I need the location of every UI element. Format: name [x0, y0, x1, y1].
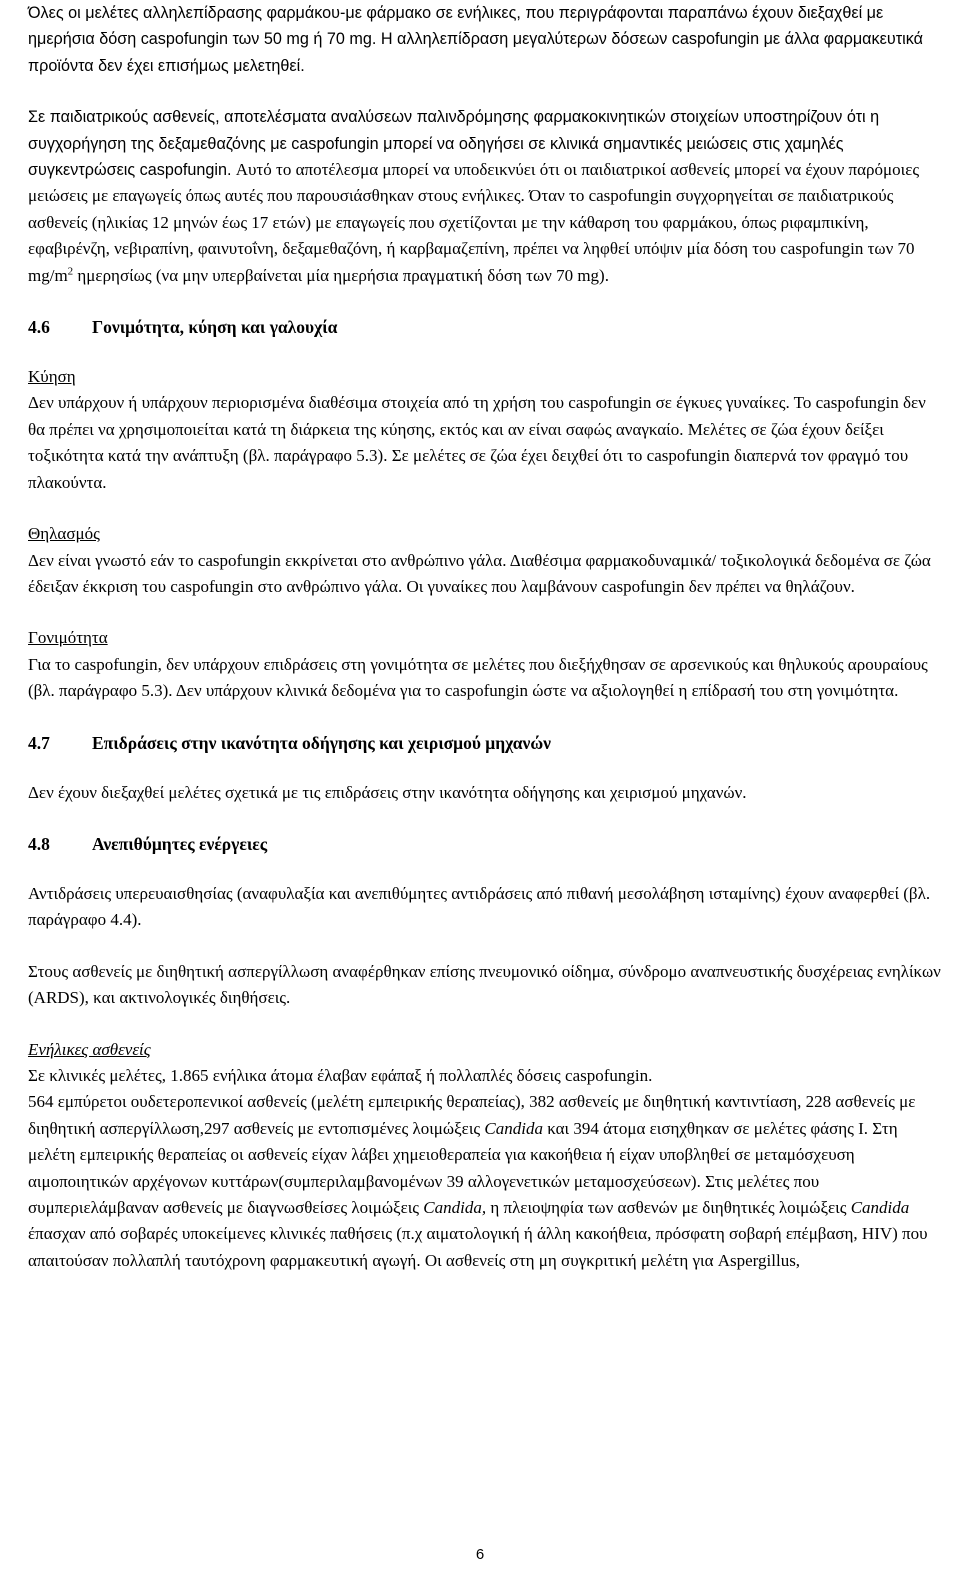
- section-number: 4.6: [28, 317, 50, 338]
- aspergillosis-paragraph: Στους ασθενείς με διηθητική ασπεργίλλωση αναφέρθηκαν επίσης πνευμονικό οίδημα, σύνδρομο αναπνευστικής δυσχέρειας ενηλίκων (ARDS), και ακτινολογικές διηθήσεις.: [28, 961, 941, 1008]
- pregnancy-text: Δεν υπάρχουν ή υπάρχουν περιορισμένα διαθέσιμα στοιχεία από τη χρήση του caspofungin σε έγκυες γυναίκες. Το caspofungin δεν θα πρέπει να χρησιμοποιείται κατά τη διάρκεια της κύησης, εκτός και αν είναι σαφώς αναγκαίο. Μελέτες σε ζώα έχουν δείξει τοξικότητα κατά την ανάπτυξη (βλ. παράγραφο 5.3). Σε μελέτες σε ζώα έχει δειχθεί ότι το caspofungin διαπερνά τον φραγμό του πλακούντα.: [28, 393, 926, 492]
- section-heading-4-6: [28, 314, 946, 340]
- section-number: 4.7: [28, 732, 50, 753]
- adult-text: 564 εμπύρετοι ουδετεροπενικοί ασθενείς (μελέτη εμπειρικής θεραπείας), 382 ασθενείς με διηθητική καντιντίαση, 228 ασθενείς με διηθητική ασπεργίλλωση,297 ασθενείς με εντοπισμένες λοιμώξεις: [28, 1092, 916, 1138]
- section-heading-4-7: [28, 730, 946, 756]
- adult-patients-line: Σε κλινικές μελέτες, 1.865 ενήλικα άτομα έλαβαν εφάπαξ ή πολλαπλές δόσεις caspofungin.: [28, 1065, 653, 1085]
- section-title: Γονιμότητα, κύηση και γαλουχία: [92, 317, 338, 338]
- adult-patients-paragraph: [28, 1089, 946, 1274]
- driving-text: Δεν έχουν διεξαχθεί μελέτες σχετικά με τις επιδράσεις στην ικανότητα οδήγησης και χειρισμού μηχανών.: [28, 782, 747, 802]
- candida-term: Candida: [850, 1198, 910, 1217]
- candida-term: Candida: [484, 1118, 543, 1138]
- section-number: 4.8: [28, 833, 50, 854]
- fertility-heading: Γονιμότητα: [28, 628, 108, 648]
- pediatric-text-sans: Σε παιδιατρικούς ασθενείς, αποτελέσματα αναλύσεων παλινδρόμησης φαρμακοκινητικών στοιχείων υποστηρίζουν ότι η συγχορήγηση της δεξαμεθαζόνης με caspofungin μπορεί να οδηγήσει σε κλινικά σημαντικές μειώσεις στις χαμηλές συγκεντρώσεις caspofungin.: [28, 108, 880, 180]
- hypersensitivity-paragraph: Αντιδράσεις υπερευαισθησίας (αναφυλαξία και ανεπιθύμητες αντιδράσεις από πιθανή μεσολάβηση ισταμίνης) έχουν αναφερθεί (βλ. παράγραφο 4.4).: [28, 883, 931, 930]
- page-number: 6: [475, 1545, 485, 1563]
- adult-text: έπασχαν από σοβαρές υποκείμενες κλινικές παθήσεις (π.χ αιματολογική ή άλλη κακοήθεια, πρόσφατη σοβαρή επέμβαση, HIV) που απαιτούσαν πολλαπλή ταυτόχρονη φαρμακευτική αγωγή. Οι ασθενείς στη μη συγκριτική μελέτη για Aspergillus,: [28, 1224, 928, 1270]
- adult-text: η πλειοψηφία των ασθενών με διηθητικές λοιμώξεις: [486, 1198, 851, 1217]
- interaction-studies-paragraph: Όλες οι μελέτες αλληλεπίδρασης φαρμάκου-με φάρμακο σε ενήλικες, που περιγράφονται παραπάνω έχουν διεξαχθεί με ημερήσια δόση caspofungin των 50 mg ή 70 mg. Η αλληλεπίδραση μεγαλύτερων δόσεων caspofungin με άλλα φαρμακευτικά προϊόντα δεν έχει επισήμως μελετηθεί.: [28, 4, 923, 75]
- lactation-text: Δεν είναι γνωστό εάν το caspofungin εκκρίνεται στο ανθρώπινο γάλα. Διαθέσιμα φαρμακοδυναμικά/ τοξικολογικά δεδομένα σε ζώα έδειξαν έκκριση του caspofungin στο ανθρώπινο γάλα. Οι γυναίκες που λαμβάνουν caspofungin δεν πρέπει να θηλάζουν.: [28, 550, 931, 596]
- adult-patients-heading: Ενήλικες ασθενείς: [28, 1039, 151, 1059]
- section-title: Επιδράσεις στην ικανότητα οδήγησης και χειρισμού μηχανών: [92, 732, 551, 753]
- pediatric-paragraph: [28, 104, 946, 289]
- fertility-text: Για το caspofungin, δεν υπάρχουν επιδράσεις στη γονιμότητα σε μελέτες που διεξήχθησαν σε αρσενικούς και θηλυκούς αρουραίους (βλ. παράγραφο 5.3). Δεν υπάρχουν κλινικά δεδομένα για το caspofungin ώστε να αξιολογηθεί η επίδρασή του στη γονιμότητα.: [28, 654, 928, 701]
- pregnancy-heading: Κύηση: [28, 367, 76, 387]
- lactation-heading: Θηλασμός: [28, 524, 100, 544]
- pediatric-text: Αυτό το αποτέλεσμα μπορεί να υποδεικνύει ότι οι παιδιατρικοί ασθενείς μπορεί να έχουν παρόμοιες μειώσεις με επαγωγείς όπως αυτές που παρουσιάσθηκαν στους ενήλικες. Όταν το caspofungin συγχορηγείται σε παιδιατρικούς ασθενείς (ηλικίας 12 μηνών έως 17 ετών) με επαγωγείς που σχετίζονται με την κάθαρση του φαρμάκου, όπως ριφαμπικίνη, εφαβιρένζη, νεβιραπίνη, φαινυτοΐνη, δεξαμεθαζόνη, ή καρβαμαζεπίνη, πρέπει να ληφθεί υπόψιν μία δόση του caspofungin των 70 mg/m: [28, 160, 920, 285]
- section-title: Ανεπιθύμητες ενέργειες: [92, 833, 268, 854]
- pediatric-text-end: ημερησίως (να μην υπερβαίνεται μία ημερήσια πραγματική δόση των 70 mg).: [73, 265, 609, 285]
- candida-term: Candida,: [423, 1198, 487, 1217]
- superscript: 2: [67, 265, 74, 277]
- section-heading-4-8: [28, 831, 946, 857]
- adult-text: και 394 άτομα εισηχθηκαν σε μελέτες φάσης Ι. Στη μελέτη εμπειρικής θεραπείας οι ασθενείς είχαν λάβει χημειοθεραπεία για κακοήθεια ή είχαν υποβληθεί σε μεταμόσχευση αιμοποιητικών αρχέγονων κυττάρων(συμπεριλαμβανομένων 39 αλλογενετικών μεταμοσχεύσεων). Στις μελέτες που συμπεριελάμβαναν ασθενείς με διαγνωσθείσες λοιμώξεις: [28, 1118, 898, 1217]
